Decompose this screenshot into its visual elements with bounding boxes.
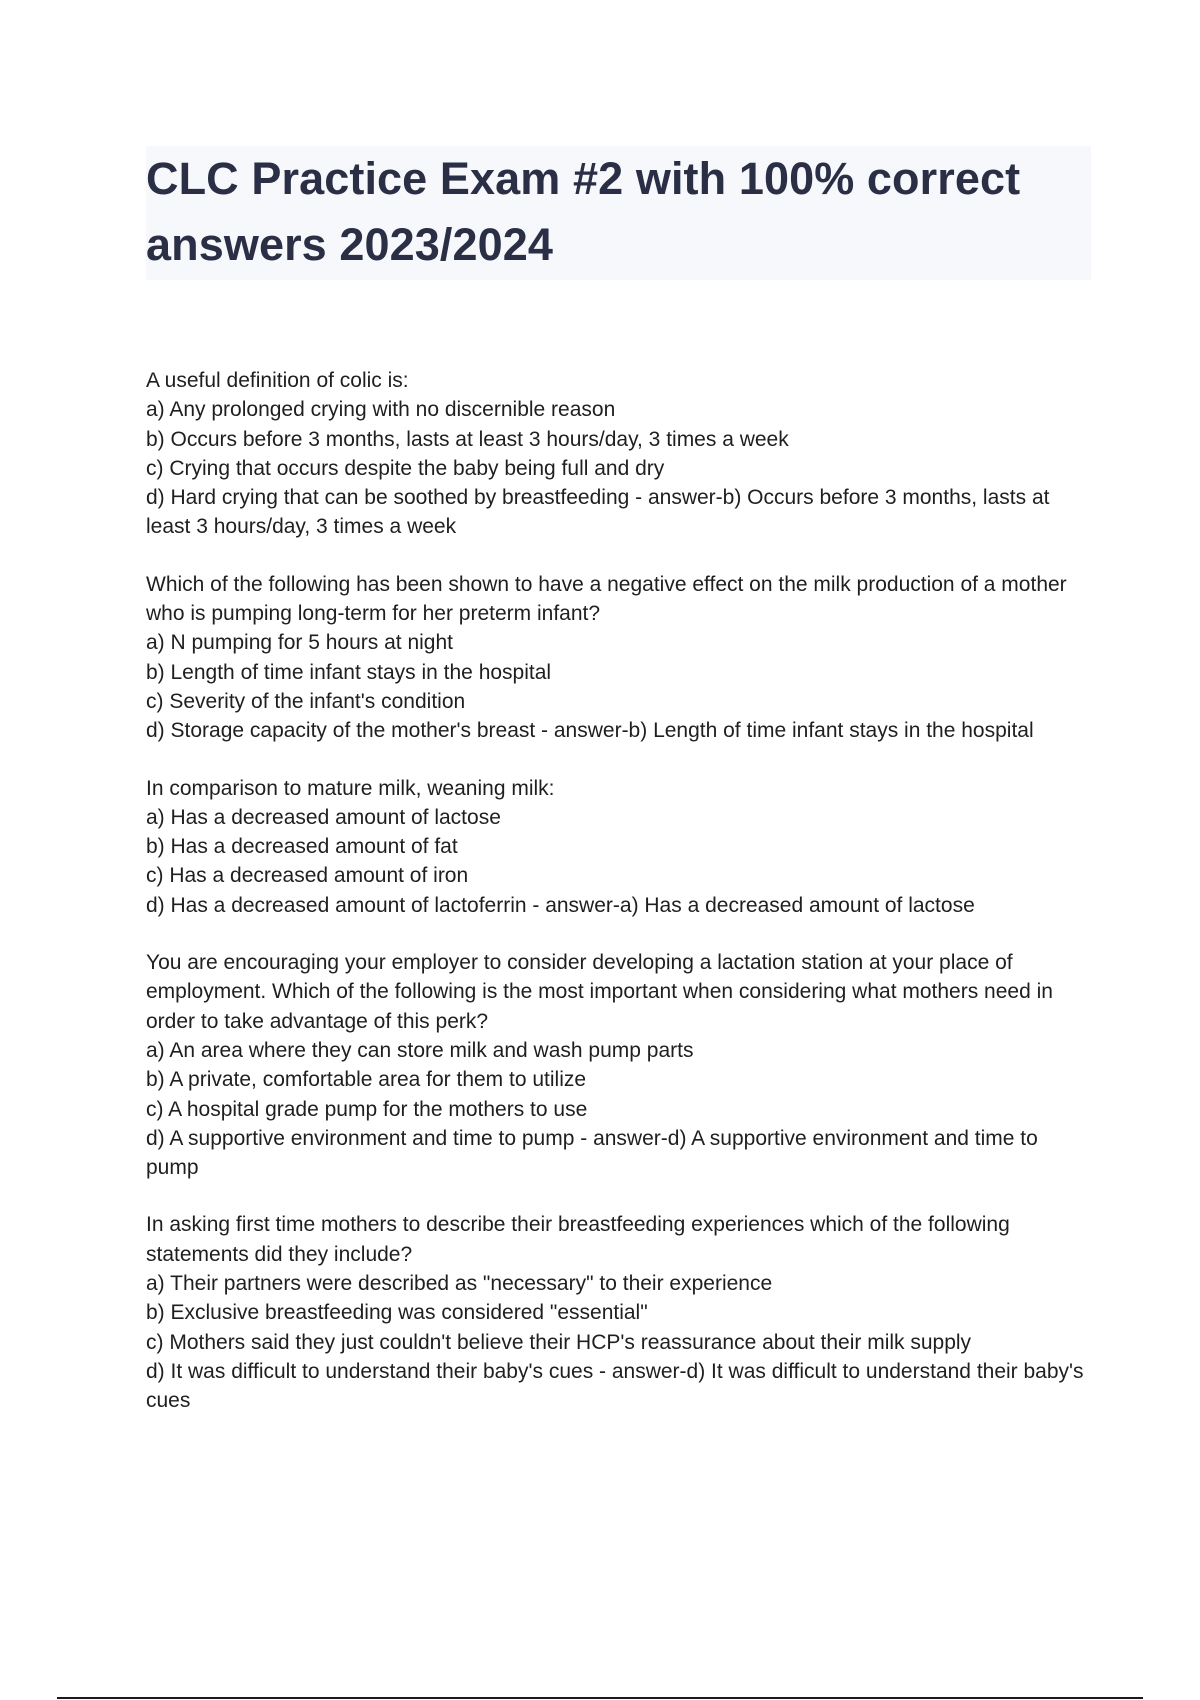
answer-option: c) Severity of the infant's condition — [146, 689, 466, 713]
question-list — [146, 366, 1091, 1444]
answer-option: b) Length of time infant stays in the hospital — [146, 660, 552, 684]
question-prompt: You are encouraging your employer to consider developing a lactation station at your place of employment. Which of the following is the most important when considering what mothers need in order to take advantage of this perk? — [146, 951, 1053, 1033]
answer-option: c) A hospital grade pump for the mothers to use — [146, 1097, 588, 1121]
answer-option-with-answer: d) Storage capacity of the mother's breast - answer-b) Length of time infant stays in the hospital — [146, 719, 1034, 743]
answer-option: a) An area where they can store milk and wash pump parts — [146, 1038, 694, 1062]
answer-option: c) Has a decreased amount of iron — [146, 864, 469, 888]
answer-option: b) Has a decreased amount of fat — [146, 835, 458, 859]
answer-option: a) N pumping for 5 hours at night — [146, 631, 454, 655]
question-block — [146, 948, 1091, 1182]
answer-option: b) A private, comfortable area for them to utilize — [146, 1068, 587, 1092]
question-block — [146, 366, 1091, 542]
question-prompt: In comparison to mature milk, weaning milk: — [146, 776, 555, 800]
answer-option: b) Occurs before 3 months, lasts at least 3 hours/day, 3 times a week — [146, 427, 789, 451]
question-block — [146, 1210, 1091, 1415]
answer-option: c) Crying that occurs despite the baby being full and dry — [146, 456, 665, 480]
question-block — [146, 570, 1091, 746]
answer-option-with-answer: d) Hard crying that can be soothed by breastfeeding - answer-b) Occurs before 3 months, lasts at least 3 hours/day, 3 times a week — [146, 486, 1050, 539]
answer-option: a) Any prolonged crying with no discernible reason — [146, 398, 616, 422]
answer-option-with-answer: d) It was difficult to understand their baby's cues - answer-d) It was difficult to understand their baby's cues — [146, 1359, 1084, 1413]
answer-option-with-answer: d) A supportive environment and time to pump - answer-d) A supportive environment and time to pump — [146, 1126, 1038, 1180]
question-prompt: Which of the following has been shown to have a negative effect on the milk production of a mother who is pumping long-term for her preterm infant? — [146, 572, 1067, 626]
answer-option: b) Exclusive breastfeeding was considered "essential" — [146, 1301, 648, 1325]
answer-option-with-answer: d) Has a decreased amount of lactoferrin - answer-a) Has a decreased amount of lactose — [146, 893, 975, 917]
document-title: CLC Practice Exam #2 with 100% correct answers 2023/2024 — [146, 153, 1021, 270]
answer-option: a) Their partners were described as "necessary" to their experience — [146, 1272, 773, 1296]
question-block — [146, 774, 1091, 920]
question-prompt: A useful definition of colic is: — [146, 369, 409, 392]
answer-option: c) Mothers said they just couldn't believe their HCP's reassurance about their milk supply — [146, 1330, 972, 1354]
title-banner — [146, 146, 1091, 280]
question-prompt: In asking first time mothers to describe their breastfeeding experiences which of the following statements did they include? — [146, 1213, 1010, 1266]
footer-divider — [57, 1697, 1143, 1699]
answer-option: a) Has a decreased amount of lactose — [146, 805, 501, 829]
